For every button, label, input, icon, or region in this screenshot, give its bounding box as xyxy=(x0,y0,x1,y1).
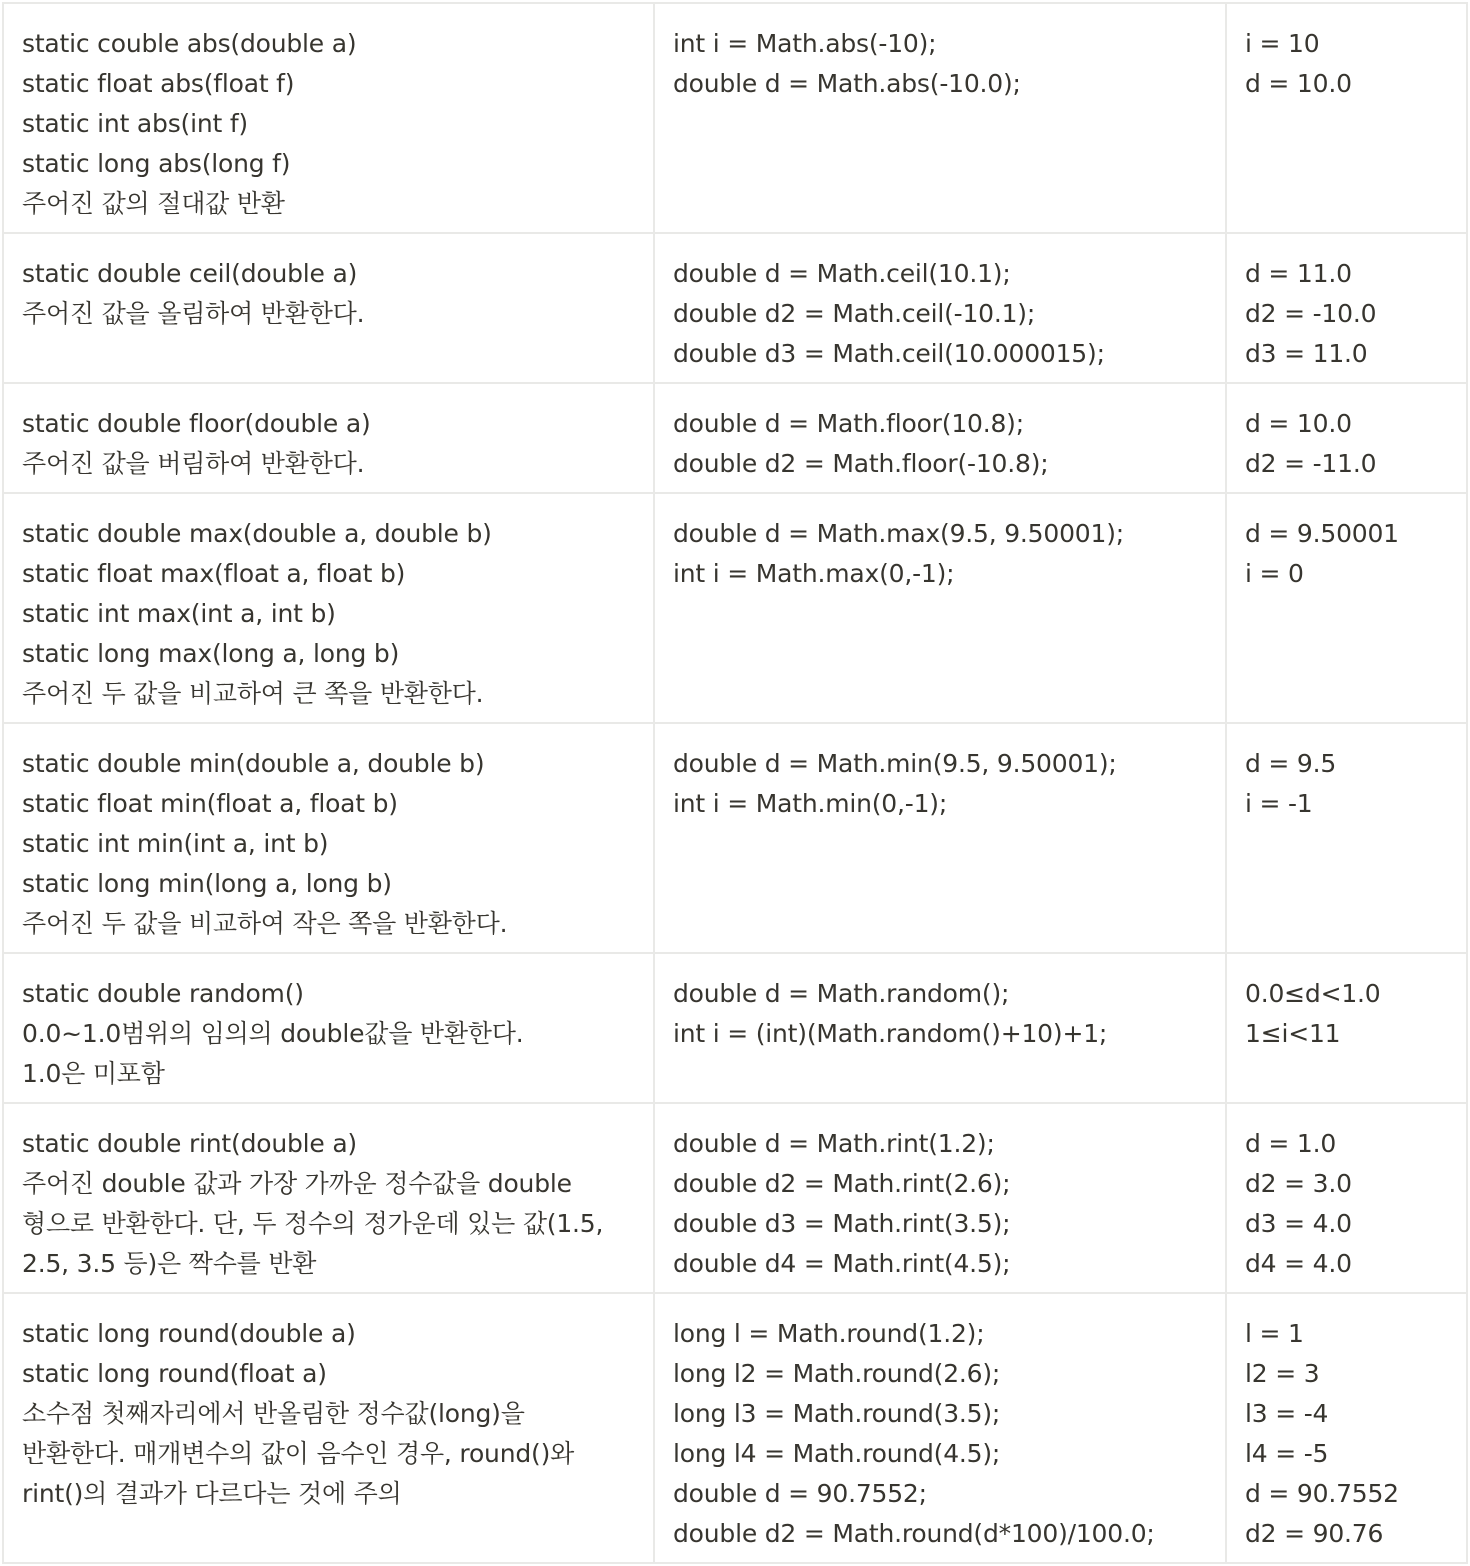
method-signature: static long round(double a) xyxy=(22,1319,356,1348)
result-line: d = 11.0 xyxy=(1245,259,1352,288)
method-signature: static float min(float a, float b) xyxy=(22,789,398,818)
code-line: double d2 = Math.rint(2.6); xyxy=(673,1169,1011,1198)
method-signature: static couble abs(double a) xyxy=(22,29,357,58)
example-code-cell xyxy=(654,493,1226,723)
method-signature: static int abs(int f) xyxy=(22,109,248,138)
table-row-rint xyxy=(3,1103,1467,1293)
example-code-cell xyxy=(654,723,1226,953)
result-line: i = 10 xyxy=(1245,29,1320,58)
code-line: double d4 = Math.rint(4.5); xyxy=(673,1249,1011,1278)
result-line: d2 = -10.0 xyxy=(1245,299,1377,328)
method-description: 주어진 값의 절대값 반환 xyxy=(22,189,285,218)
method-cell xyxy=(3,3,654,233)
table-row-max xyxy=(3,493,1467,723)
code-line: double d = Math.random(); xyxy=(673,979,1010,1008)
result-line: d2 = -11.0 xyxy=(1245,449,1377,478)
method-cell xyxy=(3,493,654,723)
result-line: d = 9.5 xyxy=(1245,749,1337,778)
method-signature: static float max(float a, float b) xyxy=(22,559,406,588)
code-line: int i = (int)(Math.random()+10)+1; xyxy=(673,1019,1108,1048)
math-methods-table xyxy=(2,2,1468,1564)
result-line: d = 1.0 xyxy=(1245,1129,1337,1158)
code-line: double d3 = Math.rint(3.5); xyxy=(673,1209,1011,1238)
example-code-cell xyxy=(654,1293,1226,1563)
result-line: d4 = 4.0 xyxy=(1245,1249,1352,1278)
table-row-ceil xyxy=(3,233,1467,383)
method-signature: static double max(double a, double b) xyxy=(22,519,492,548)
code-line: double d = Math.max(9.5, 9.50001); xyxy=(673,519,1124,548)
method-cell xyxy=(3,233,654,383)
table-row-min xyxy=(3,723,1467,953)
method-description: 주어진 값을 버림하여 반환한다. xyxy=(22,449,365,478)
method-description: 0.0~1.0범위의 임의의 double값을 반환한다. 1.0은 미포함 xyxy=(22,1019,524,1088)
result-line: l3 = -4 xyxy=(1245,1399,1329,1428)
result-line: d = 90.7552 xyxy=(1245,1479,1399,1508)
result-cell xyxy=(1226,1103,1467,1293)
method-description: 주어진 두 값을 비교하여 큰 쪽을 반환한다. xyxy=(22,679,484,708)
result-cell xyxy=(1226,383,1467,493)
code-line: double d2 = Math.round(d*100)/100.0; xyxy=(673,1519,1155,1548)
method-signature: static long min(long a, long b) xyxy=(22,869,392,898)
table-row-random xyxy=(3,953,1467,1103)
method-signature: static double random() xyxy=(22,979,304,1008)
result-line: l = 1 xyxy=(1245,1319,1304,1348)
method-cell xyxy=(3,723,654,953)
result-cell xyxy=(1226,233,1467,383)
code-line: int i = Math.min(0,-1); xyxy=(673,789,948,818)
method-cell xyxy=(3,1293,654,1563)
code-line: long l = Math.round(1.2); xyxy=(673,1319,985,1348)
result-line: 1≤i<11 xyxy=(1245,1019,1341,1048)
result-line: d = 9.50001 xyxy=(1245,519,1399,548)
method-signature: static long abs(long f) xyxy=(22,149,291,178)
method-description: 주어진 값을 올림하여 반환한다. xyxy=(22,299,365,328)
code-line: int i = Math.max(0,-1); xyxy=(673,559,955,588)
method-signature: static int min(int a, int b) xyxy=(22,829,329,858)
table-row-floor xyxy=(3,383,1467,493)
code-line: double d = Math.min(9.5, 9.50001); xyxy=(673,749,1117,778)
method-signature: static double floor(double a) xyxy=(22,409,371,438)
method-signature: static double rint(double a) xyxy=(22,1129,357,1158)
method-signature: static long round(float a) xyxy=(22,1359,327,1388)
method-description: 소수점 첫째자리에서 반올림한 정수값(long)을 반환한다. 매개변수의 값이 음수인 경우, round()와 rint()의 결과가 다르다는 것에 주의 xyxy=(22,1399,575,1508)
code-line: double d = Math.abs(-10.0); xyxy=(673,69,1021,98)
code-line: double d = 90.7552; xyxy=(673,1479,927,1508)
table-row-round xyxy=(3,1293,1467,1563)
code-line: double d = Math.rint(1.2); xyxy=(673,1129,995,1158)
method-cell xyxy=(3,383,654,493)
result-line: d = 10.0 xyxy=(1245,409,1352,438)
example-code-cell xyxy=(654,3,1226,233)
result-line: d2 = 90.76 xyxy=(1245,1519,1384,1548)
result-line: l4 = -5 xyxy=(1245,1439,1329,1468)
code-line: double d2 = Math.ceil(-10.1); xyxy=(673,299,1036,328)
method-cell xyxy=(3,1103,654,1293)
result-cell xyxy=(1226,493,1467,723)
code-line: double d3 = Math.ceil(10.000015); xyxy=(673,339,1105,368)
example-code-cell xyxy=(654,1103,1226,1293)
result-cell xyxy=(1226,3,1467,233)
method-signature: static double min(double a, double b) xyxy=(22,749,485,778)
method-description: 주어진 double 값과 가장 가까운 정수값을 double 형으로 반환한다. 단, 두 정수의 정가운데 있는 값(1.5, 2.5, 3.5 등)은 짝수를 반환 xyxy=(22,1169,604,1278)
result-line: 0.0≤d<1.0 xyxy=(1245,979,1381,1008)
method-signature: static double ceil(double a) xyxy=(22,259,358,288)
method-signature: static int max(int a, int b) xyxy=(22,599,336,628)
example-code-cell xyxy=(654,233,1226,383)
code-line: long l4 = Math.round(4.5); xyxy=(673,1439,1001,1468)
result-line: l2 = 3 xyxy=(1245,1359,1320,1388)
method-cell xyxy=(3,953,654,1103)
result-cell xyxy=(1226,723,1467,953)
result-line: i = -1 xyxy=(1245,789,1313,818)
result-line: d3 = 4.0 xyxy=(1245,1209,1352,1238)
table-row-abs xyxy=(3,3,1467,233)
method-signature: static long max(long a, long b) xyxy=(22,639,400,668)
result-line: d2 = 3.0 xyxy=(1245,1169,1352,1198)
method-signature: static float abs(float f) xyxy=(22,69,295,98)
code-line: int i = Math.abs(-10); xyxy=(673,29,937,58)
result-line: d3 = 11.0 xyxy=(1245,339,1368,368)
result-line: d = 10.0 xyxy=(1245,69,1352,98)
code-line: long l3 = Math.round(3.5); xyxy=(673,1399,1001,1428)
example-code-cell xyxy=(654,953,1226,1103)
result-line: i = 0 xyxy=(1245,559,1304,588)
example-code-cell xyxy=(654,383,1226,493)
code-line: double d2 = Math.floor(-10.8); xyxy=(673,449,1049,478)
code-line: long l2 = Math.round(2.6); xyxy=(673,1359,1001,1388)
code-line: double d = Math.floor(10.8); xyxy=(673,409,1024,438)
result-cell xyxy=(1226,953,1467,1103)
method-description: 주어진 두 값을 비교하여 작은 쪽을 반환한다. xyxy=(22,909,508,938)
result-cell xyxy=(1226,1293,1467,1563)
code-line: double d = Math.ceil(10.1); xyxy=(673,259,1011,288)
